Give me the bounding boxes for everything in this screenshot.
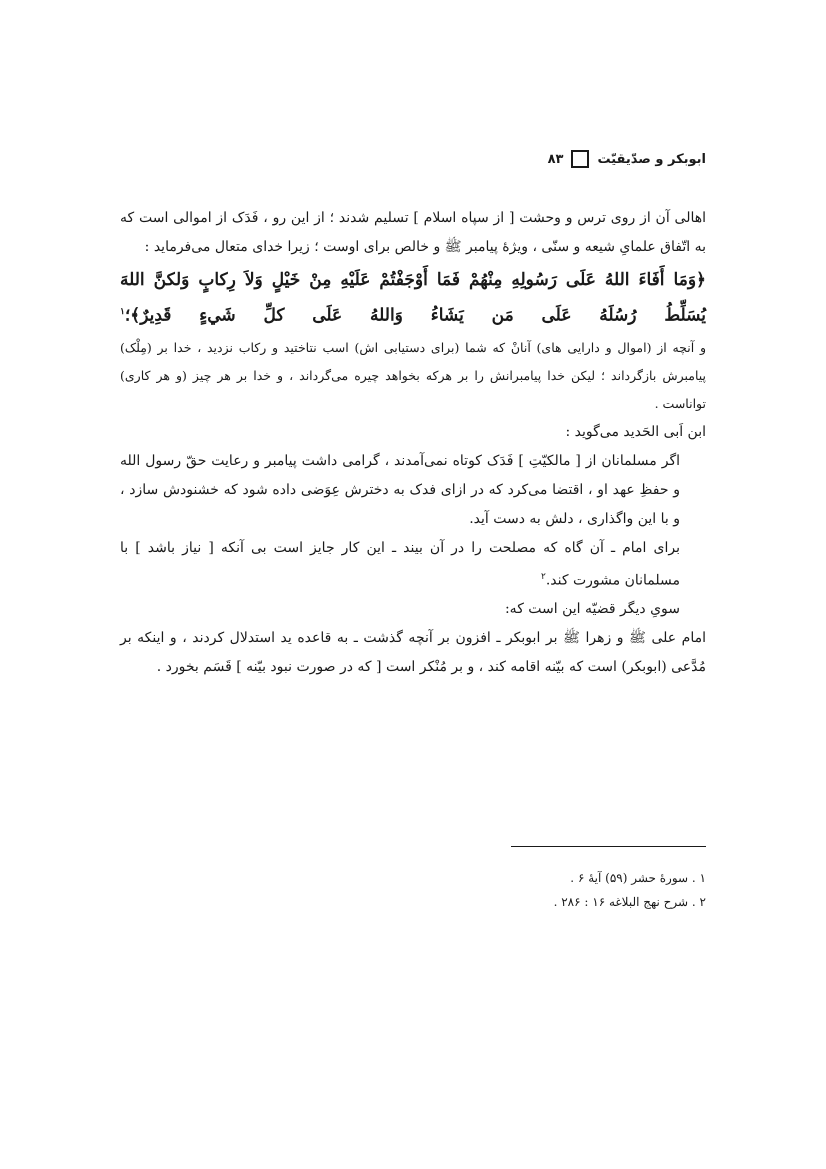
footnote-ref-2: ۲ [540,571,546,582]
running-header [120,150,706,168]
footnotes [120,866,706,914]
footnote-2: ۲ . شرح نهج البلاغه ۱۶ : ۲۸۶ . [553,895,706,909]
quran-verse-text: ﴿وَمَا أَفَاءَ اللهُ عَلَى رَسُولِهِ مِنْهُمْ فَمَا أَوْجَفْتُمْ عَلَيْهِ مِنْ خَيْلٍ وَلاَ رِكابٍ وَلكنَّ اللهَ يُسَلِّطُ رُسُلَهُ عَلَى مَن يَشَاءُ وَاللهُ عَلَى كلِّ شَيءٍ قَدِيرٌ﴾؛ [120,270,706,326]
paragraph-6: امام علی ﷺ و زهرا ﷺ بر ابوبکر ـ افزون بر آنچه گذشت ـ به قاعده ید استدلال کردند ، و اینکه بر مُدَّعی (ابوبکر) است که بیّنه اقامه کند ، و بر مُنْکر است [ که در صورت نبود بیّنه ] قَسَم بخورد . [120,630,706,676]
footnote-separator [511,846,706,847]
quotation-paragraph-1: اگر مسلمانان از [ مالکیّتِ ] فَدَک کوتاه نمی‌آمدند ، گرامی داشت پیامبر و رعایت حقّ رسول الله و حفظِ عهد او ، اقتضا می‌کرد که در ازای فدک به دخترش عِوَضی داده شود که خشنودش سازد ، و با این واگذاری ، دلش به دست آید. [120,452,680,527]
footnote-ref-1: ۱ [120,307,125,317]
quran-verse [120,264,706,332]
quotation-paragraph-2-text: برای امام ـ آن گاه که مصلحت را در آن بیند ـ این کار جایز است بی آنکه [ نیاز باشد ] با مسلمانان مشورت کند. [120,539,680,589]
paragraph-5: سویِ دیگر قضیّه این است که: [504,601,680,618]
square-icon [571,150,589,168]
header-title: ابوبکر و صدّیقیّت [597,151,706,167]
verse-translation: و آنچه از (اموال و دارایی های) آنانْ که شما (برای دستیابی اش) اسب نتاختید و رکاب نزدید ، خدا بر (مِلْک) پیامبرش بازگرداند ؛ لیکن خدا پیامبرانش را بر هرکه بخواهد چیره می‌گرداند ، و خدا بر هر چیز (و هر کاری) تواناست . [120,339,706,411]
footnote-1: ۱ . سورهٔ حشر (۵۹) آیهٔ ۶ . [570,871,706,885]
page-number: ۸۳ [547,151,564,167]
body-text [120,204,706,682]
paragraph-1: اهالی آن از روی ترس و وحشت [ از سپاه اسلام ] تسلیم شدند ؛ از این رو ، فَدَک از اموالی است که به اتّفاق علمایِ شیعه و سنّی ، ویژهٔ پیامبر ﷺ و خالص برای اوست ؛ زیرا خدای متعال می‌فرماید : [120,210,706,255]
quotation-paragraph-2 [120,534,706,596]
paragraph-2: ابن اَبی الحَدید می‌گوید : [565,423,706,440]
